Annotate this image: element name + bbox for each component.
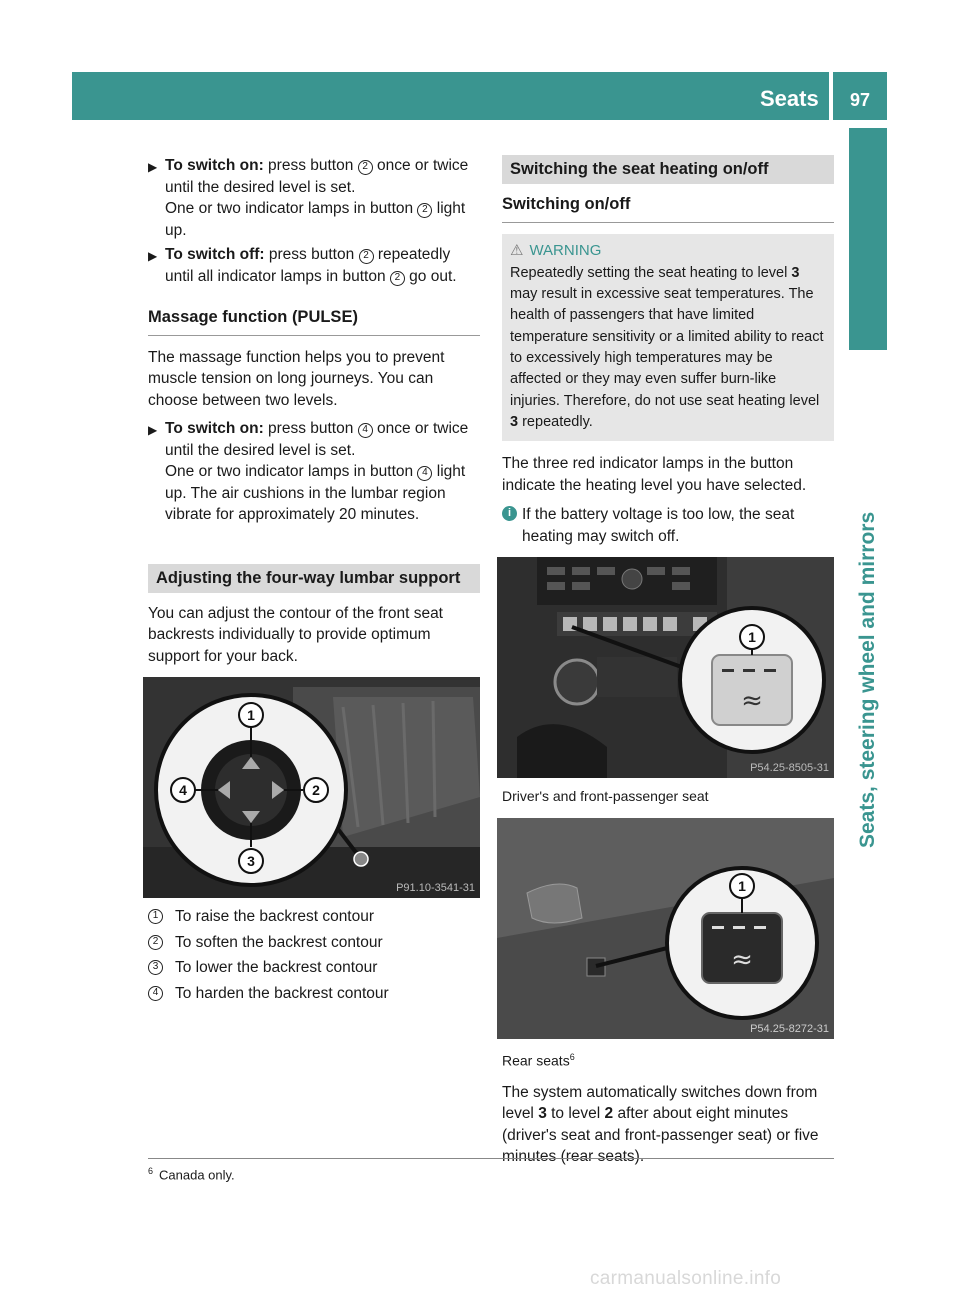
- left-column: [148, 155, 480, 1008]
- massage-heading: Massage function (PULSE): [148, 307, 480, 336]
- warning-triangle-icon: ⚠: [510, 241, 524, 259]
- callout-4: 4: [179, 782, 187, 798]
- step-label: To switch on:: [165, 420, 264, 437]
- footnote-ref: 6: [569, 1051, 575, 1062]
- seat-heat-icon: ≈: [731, 944, 753, 975]
- front-console-photo: [497, 557, 834, 778]
- button-ref-2: 2: [359, 249, 374, 264]
- seat-heat-icon: ≈: [741, 686, 763, 717]
- button-ref-2: 2: [417, 203, 432, 218]
- figure-code: P54.25-8505-31: [750, 762, 829, 775]
- step-switch-off: ▶ To switch off: press button 2 repeatedly until all indicator lamps in button 2 go out.: [148, 246, 457, 285]
- watermark: carmanualsonline.info: [590, 1268, 782, 1289]
- warning-box: ⚠ WARNING Repeatedly setting the seat heating to level 3 may result in excessive seat temperatures. The health of passengers that have limited temperature sensitivity or a limited ability to react to excessively high temperatures may be affected or they may even suffer burn-like injuries. Therefore, do not use seat heating level 3 repeatedly.: [502, 234, 834, 442]
- lamps-text: The three red indicator lamps in the button indicate the heating level you have selected.: [502, 455, 807, 494]
- front-seat-heating-figure: [497, 557, 834, 778]
- legend-item: 1 To raise the backrest contour: [148, 906, 480, 928]
- lumbar-heading: Adjusting the four-way lumbar support: [148, 564, 480, 593]
- warning-title: WARNING: [529, 241, 602, 259]
- button-ref-2: 2: [358, 160, 373, 175]
- legend-item: 4 To harden the backrest contour: [148, 983, 480, 1005]
- onoff-heading: Switching on/off: [502, 194, 834, 223]
- footnote-rule: [148, 1158, 834, 1159]
- footnote: $^6$ Canada only.: [148, 1166, 235, 1183]
- caption-rear-seats: Rear seats$^6$: [502, 1051, 575, 1069]
- side-tab: [849, 128, 887, 350]
- section-title: Seats: [760, 86, 819, 111]
- figure-code: P91.10-3541-31: [396, 882, 475, 894]
- right-column: [502, 155, 834, 1175]
- side-chapter-label: Seats, steering wheel and mirrors: [856, 511, 879, 848]
- auto-switch-text: The system automatically switches down from level 3 to level 2 after about eight minutes (driver's seat and front-passenger seat) or five minutes (rear seats).: [502, 1083, 819, 1166]
- button-ref-2: 2: [390, 271, 405, 286]
- step-arrow-icon: ▶: [148, 423, 158, 437]
- callout-3: 3: [247, 853, 255, 869]
- step-label: To switch on:: [165, 157, 264, 174]
- step-massage-on: ▶ To switch on: press button 4 once or twice until the desired level is set. One or two indicator lamps in button 4 light up. The air cushions in the lumbar region vibrate for approximately 20 minutes.: [148, 420, 469, 523]
- step-arrow-icon: ▶: [148, 249, 158, 263]
- button-ref-4: 4: [417, 466, 432, 481]
- lumbar-photo: [143, 677, 480, 898]
- header-divider: [829, 72, 833, 120]
- lumbar-text: You can adjust the contour of the front seat backrests individually to provide optimum support for your back.: [148, 604, 443, 665]
- step-switch-on: ▶ To switch on: press button 2 once or twice until the desired level is set. One or two indicator lamps in button 2 light up.: [148, 157, 469, 239]
- legend-item: 2 To soften the backrest contour: [148, 932, 480, 954]
- legend-item: 3 To lower the backrest contour: [148, 957, 480, 979]
- page-number: 97: [850, 90, 871, 110]
- step-label: To switch off:: [165, 246, 265, 263]
- rear-door-photo: [497, 818, 834, 1039]
- heating-heading: Switching the seat heating on/off: [502, 155, 834, 184]
- callout-2: 2: [312, 782, 320, 798]
- caption-front-seats: Driver's and front-passenger seat: [502, 788, 709, 805]
- callout-1: 1: [738, 877, 746, 894]
- rear-seat-heating-figure: [497, 818, 834, 1039]
- callout-1: 1: [748, 629, 756, 646]
- info-icon: i: [502, 506, 517, 521]
- callout-1: 1: [247, 707, 255, 723]
- lumbar-support-figure: [143, 677, 480, 898]
- info-note: i If the battery voltage is too low, the seat heating may switch off.: [502, 504, 834, 547]
- step-arrow-icon: ▶: [148, 160, 158, 174]
- figure-code: P54.25-8272-31: [750, 1022, 829, 1035]
- massage-text: The massage function helps you to prevent muscle tension on long journeys. You can choose between two levels.: [148, 348, 445, 409]
- button-ref-4: 4: [358, 423, 373, 438]
